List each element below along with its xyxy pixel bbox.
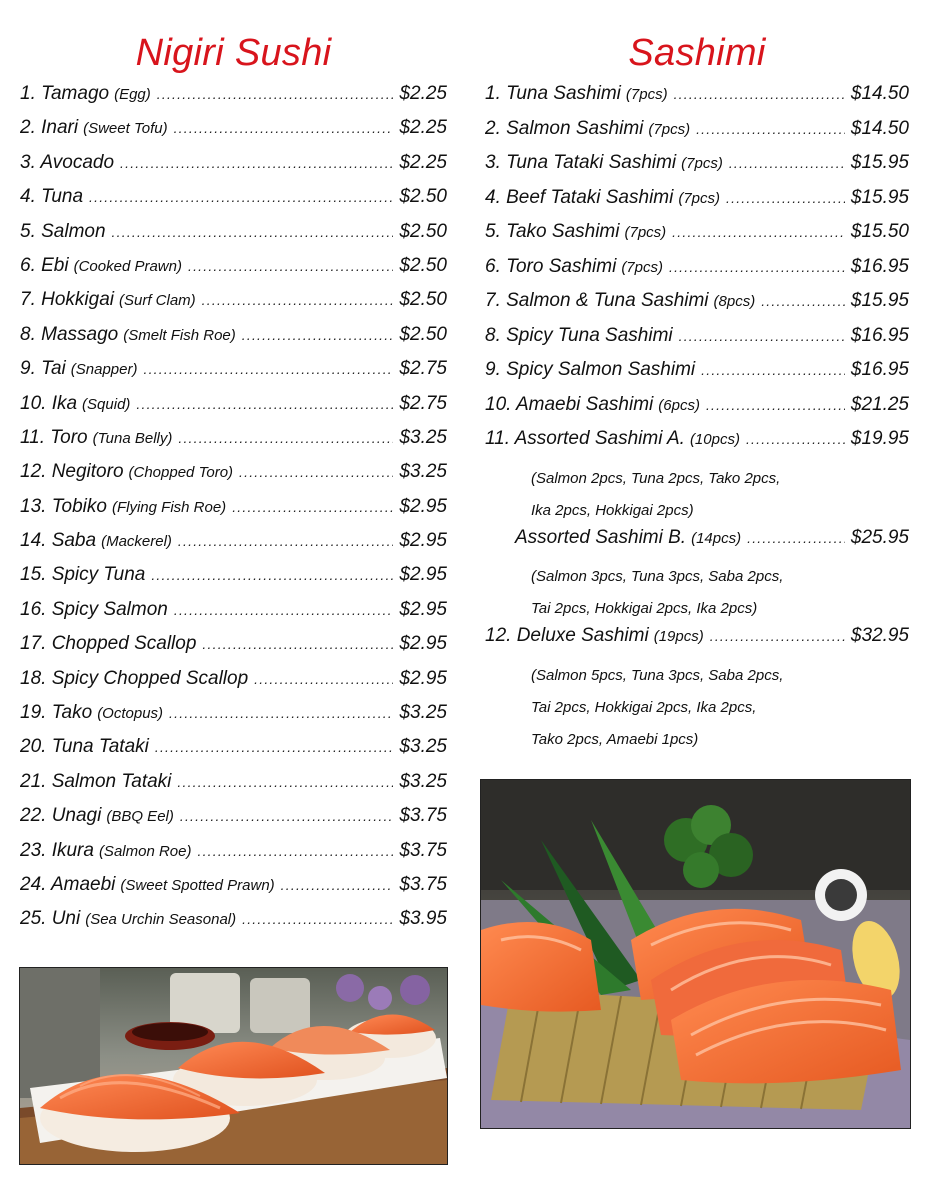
menu-item-16-spicy-salmon [20, 599, 447, 633]
item-description: (7pcs) [624, 224, 667, 241]
item-description: (Egg) [114, 86, 151, 103]
menu-item-24-amaebi [20, 874, 447, 908]
dot-leader [155, 739, 394, 755]
item-name: 1. Tamago [20, 83, 110, 104]
item-price: $16.95 [850, 359, 909, 380]
item-price: $3.25 [399, 461, 447, 483]
item-description: (Smelt Fish Roe) [123, 326, 236, 344]
item-description: (Mackerel) [101, 533, 172, 551]
item-name: 4. Beef Tataki Sashimi [485, 186, 674, 208]
item-description: (Sea Urchin Seasonal) [85, 911, 237, 929]
item-name: 9. Spicy Salmon Sashimi [485, 359, 696, 380]
item-name: 12. Deluxe Sashimi [485, 625, 649, 646]
dot-leader [89, 189, 393, 205]
item-name: 7. Hokkigai [20, 289, 114, 311]
dot-leader [729, 155, 845, 171]
dot-leader [202, 292, 394, 308]
item-name: 11. Assorted Sashimi A. [485, 428, 685, 449]
item-name: 23. Ikura [20, 839, 94, 861]
item-description: (Surf Clam) [119, 292, 196, 310]
dot-leader [242, 327, 394, 343]
item-name: 21. Salmon Tataki [20, 770, 172, 792]
sashimi-photo [480, 779, 911, 1129]
nigiri-title: Nigiri Sushi [135, 32, 332, 74]
item-name: 11. Toro [20, 426, 88, 448]
item-price: $2.50 [399, 220, 447, 242]
dot-leader [112, 224, 394, 240]
menu-item-6-ebi [20, 255, 447, 289]
item-price: $15.95 [850, 290, 909, 311]
dot-leader [239, 464, 393, 480]
item-description: (Squid) [82, 395, 131, 413]
item-description: (10pcs) [689, 431, 740, 448]
menu-item-21-salmon-tataki [20, 771, 447, 805]
nigiri-list [20, 83, 447, 943]
menu-item-11-toro [20, 427, 447, 461]
item-price: $3.25 [399, 702, 447, 724]
menu-item-17-chopped-scallop [20, 633, 447, 667]
item-name: 24. Amaebi [20, 873, 116, 895]
item-price: $2.50 [399, 289, 447, 311]
item-name: 8. Spicy Tuna Sashimi [485, 324, 673, 346]
item-name: 8. Massago [20, 323, 119, 345]
menu-item-25-uni [20, 908, 447, 942]
dot-leader [706, 397, 845, 413]
item-description: (Sweet Spotted Prawn) [120, 876, 275, 894]
menu-item-14-saba [20, 530, 447, 564]
item-price: $25.95 [850, 526, 909, 548]
item-name: 12. Negitoro [20, 461, 124, 483]
menu-item-15-spicy-tuna [20, 564, 447, 598]
menu-item-7-salmon-tuna-sashimi [485, 290, 909, 325]
item-description: (Sweet Tofu) [83, 120, 168, 138]
item-description: (7pcs) [621, 258, 663, 276]
item-description: (7pcs) [648, 120, 691, 138]
item-price: $21.25 [850, 393, 909, 415]
item-contents-note: Ika 2pcs, Hokkigai 2pcs) [531, 501, 694, 519]
item-price: $2.95 [399, 667, 447, 689]
menu-item-13-tobiko [20, 496, 447, 530]
item-contents-note: (Salmon 2pcs, Tuna 2pcs, Tako 2pcs, [531, 469, 781, 487]
dot-leader [169, 705, 393, 721]
item-description: (BBQ Eel) [106, 808, 174, 826]
menu-item-4-beef-tataki-sashimi [485, 187, 909, 222]
item-price: $3.25 [399, 736, 447, 758]
item-price: $2.95 [399, 530, 447, 552]
item-price: $15.95 [850, 186, 909, 208]
dot-leader [174, 602, 394, 618]
item-contents-note: (Salmon 5pcs, Tuna 3pcs, Saba 2pcs, [531, 666, 784, 684]
item-price: $3.75 [399, 805, 447, 827]
item-price: $2.95 [399, 495, 447, 517]
dot-leader [701, 362, 845, 378]
menu-item-19-tako [20, 702, 447, 736]
item-description: (14pcs) [691, 529, 742, 547]
dot-leader [202, 636, 393, 652]
menu-item-22-unagi [20, 805, 447, 839]
item-price: $3.75 [399, 873, 447, 895]
menu-item-12-deluxe-sashimi [485, 625, 909, 660]
item-name: 3. Avocado [20, 151, 115, 173]
menu-item-5-tako-sashimi [485, 221, 909, 256]
item-name: 1. Tuna Sashimi [485, 83, 621, 104]
dot-leader [120, 155, 393, 171]
item-name: 5. Tako Sashimi [485, 221, 620, 242]
item-name: 15. Spicy Tuna [20, 564, 146, 586]
item-description: (Snapper) [70, 361, 138, 379]
item-description: (7pcs) [625, 86, 668, 103]
item-name: 14. Saba [20, 530, 97, 552]
dot-leader [242, 911, 393, 927]
item-name: 10. Ika [20, 392, 78, 414]
item-name: 4. Tuna [20, 186, 84, 208]
menu-item-6-toro-sashimi [485, 256, 909, 291]
item-price: $3.25 [399, 426, 447, 448]
nigiri-photo [19, 967, 448, 1165]
item-description: (Flying Fish Roe) [111, 498, 227, 516]
menu-item-8-spicy-tuna-sashimi [485, 325, 909, 360]
item-price: $2.25 [399, 117, 447, 139]
dot-leader [672, 224, 845, 240]
menu-item-3-avocado [20, 152, 447, 186]
item-name: 9. Tai [20, 358, 66, 380]
item-price: $15.50 [850, 221, 909, 242]
item-name: 16. Spicy Salmon [20, 598, 168, 620]
item-name: 20. Tuna Tataki [20, 736, 149, 758]
menu-item-11-assorted-sashimi-a [485, 428, 909, 463]
item-description: (7pcs) [681, 155, 723, 172]
dot-leader [696, 121, 845, 137]
item-name: 6. Toro Sashimi [485, 255, 617, 277]
item-price: $16.95 [850, 324, 909, 346]
menu-item-3-tuna-tataki-sashimi [485, 152, 909, 187]
menu-item-9-spicy-salmon-sashimi [485, 359, 909, 394]
item-name: 7. Salmon & Tuna Sashimi [485, 290, 709, 311]
dot-leader [178, 533, 394, 549]
menu-item-10-ika [20, 393, 447, 427]
item-price: $3.75 [399, 839, 447, 861]
item-description: (Octopus) [97, 705, 164, 723]
item-contents-note: Tako 2pcs, Amaebi 1pcs) [531, 730, 699, 748]
dot-leader [151, 567, 393, 583]
item-description: (Salmon Roe) [98, 842, 192, 860]
item-name: 25. Uni [20, 908, 81, 930]
dot-leader [143, 361, 393, 377]
dot-leader [174, 120, 394, 136]
menu-item-20-tuna-tataki [20, 736, 447, 770]
dot-leader [177, 774, 393, 790]
item-price: $2.50 [399, 254, 447, 276]
menu-item-2-inari [20, 117, 447, 151]
menu-item-12-negitoro [20, 461, 447, 495]
item-contents-note: (Salmon 3pcs, Tuna 3pcs, Saba 2pcs, [531, 568, 784, 585]
dot-leader [157, 86, 394, 102]
item-price: $2.95 [399, 633, 447, 655]
item-price: $2.75 [399, 358, 447, 380]
item-name: 2. Inari [20, 117, 79, 139]
item-price: $32.95 [850, 625, 909, 646]
menu-item-1-tamago [20, 83, 447, 117]
dot-leader [232, 499, 393, 515]
menu-item-assorted-sashimi-b [485, 527, 909, 562]
item-price: $2.25 [399, 151, 447, 173]
item-name: 13. Tobiko [20, 495, 107, 517]
menu-item-7-hokkigai [20, 289, 447, 323]
dot-leader [180, 808, 394, 824]
item-price: $14.50 [850, 117, 909, 139]
item-description: (8pcs) [713, 293, 756, 310]
item-name: 22. Unagi [20, 805, 102, 827]
item-description: (19pcs) [653, 628, 704, 645]
dot-leader [679, 328, 845, 344]
dot-leader [669, 259, 845, 275]
sashimi-title: Sashimi [628, 32, 766, 74]
dot-leader [178, 430, 393, 446]
item-price: $2.95 [399, 598, 447, 620]
item-name: 17. Chopped Scallop [20, 633, 197, 655]
dot-leader [761, 293, 845, 309]
item-contents-note: Tai 2pcs, Hokkigai 2pcs, Ika 2pcs) [531, 600, 758, 617]
menu-item-23-ikura [20, 840, 447, 874]
item-price: $16.95 [850, 255, 909, 277]
menu-item-5-salmon [20, 221, 447, 255]
item-name: 10. Amaebi Sashimi [485, 393, 654, 415]
item-name: 2. Salmon Sashimi [485, 117, 644, 139]
dot-leader [726, 190, 845, 206]
item-description: (6pcs) [658, 396, 700, 414]
menu-item-1-tuna-sashimi [485, 83, 909, 118]
item-price: $2.50 [399, 323, 447, 345]
dot-leader [710, 628, 845, 644]
dot-leader [254, 671, 393, 687]
menu-item-18-spicy-chopped-scallop [20, 668, 447, 702]
dot-leader [674, 86, 845, 102]
item-price: $2.25 [399, 83, 447, 104]
menu-item-9-tai [20, 358, 447, 392]
item-name: 5. Salmon [20, 220, 106, 242]
item-name: Assorted Sashimi B. [515, 526, 687, 548]
dot-leader [197, 843, 393, 859]
item-description: (Chopped Toro) [128, 464, 234, 482]
item-price: $2.50 [399, 186, 447, 208]
item-name: 19. Tako [20, 702, 93, 724]
menu-item-2-salmon-sashimi [485, 118, 909, 153]
dot-leader [136, 396, 393, 412]
item-description: (Cooked Prawn) [73, 257, 182, 275]
menu-item-10-amaebi-sashimi [485, 394, 909, 429]
item-name: 6. Ebi [20, 254, 69, 276]
item-contents-note: Tai 2pcs, Hokkigai 2pcs, Ika 2pcs, [531, 698, 757, 716]
item-price: $19.95 [850, 428, 909, 449]
dot-leader [281, 877, 394, 893]
item-price: $2.75 [399, 392, 447, 414]
item-description: (Tuna Belly) [92, 429, 173, 447]
menu-item-8-massago [20, 324, 447, 358]
item-name: 18. Spicy Chopped Scallop [20, 667, 249, 689]
item-price: $3.95 [399, 908, 447, 930]
item-description: (7pcs) [678, 189, 721, 207]
item-price: $14.50 [850, 83, 909, 104]
item-price: $15.95 [850, 152, 909, 173]
dot-leader [747, 530, 845, 546]
item-price: $3.25 [399, 770, 447, 792]
sashimi-list [485, 83, 909, 756]
item-name: 3. Tuna Tataki Sashimi [485, 152, 677, 173]
dot-leader [746, 431, 845, 447]
dot-leader [188, 258, 393, 274]
item-price: $2.95 [399, 564, 447, 586]
menu-item-4-tuna [20, 186, 447, 220]
